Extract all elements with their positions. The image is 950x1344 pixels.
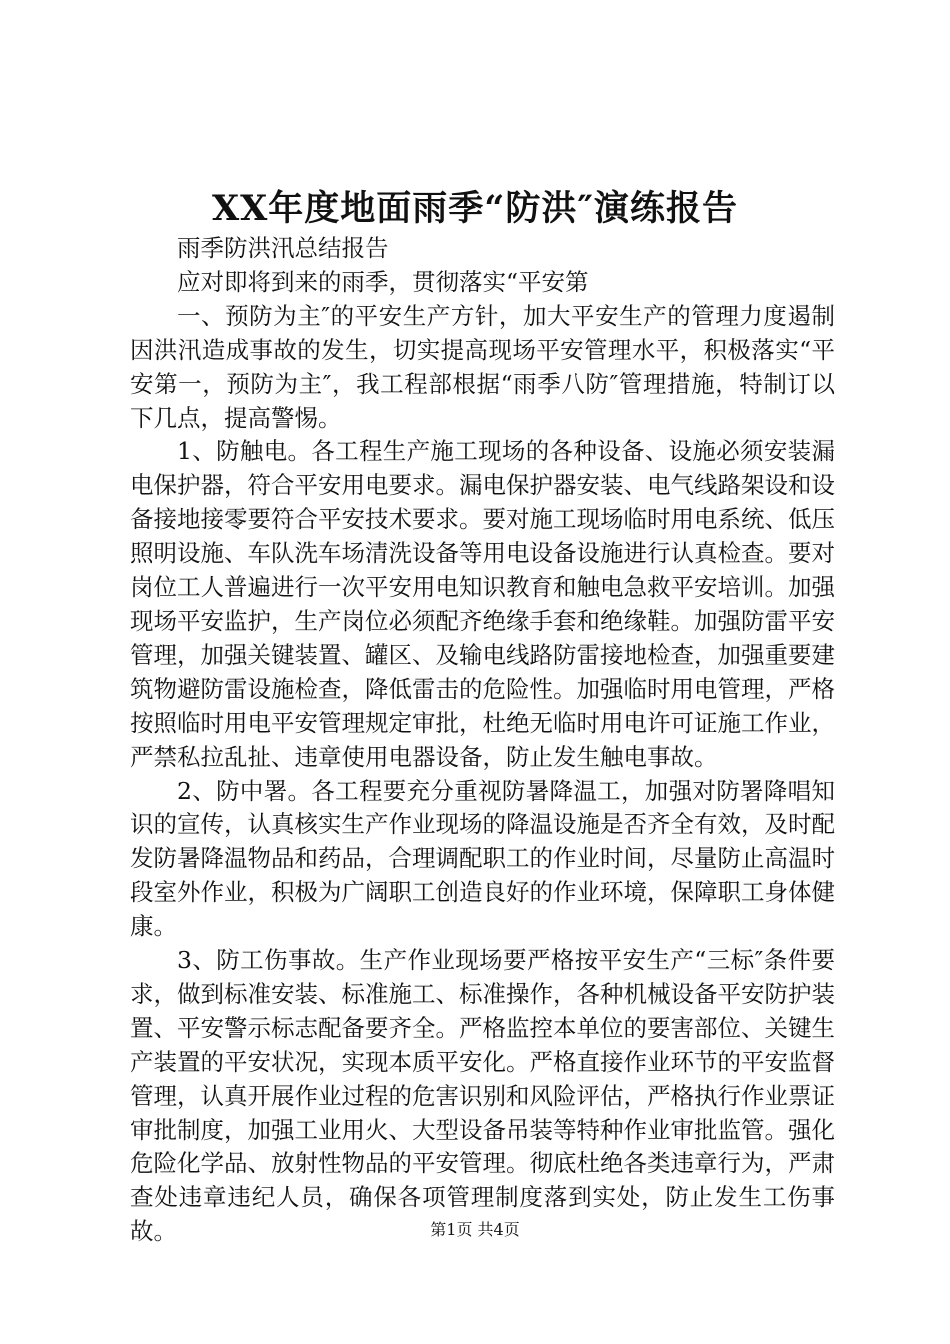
paragraph: 3、防工伤事故。生产作业现场要严格按平安生产“三标″条件要求，做到标准安装、标准施工、标准操作，各种机械设备平安防护装置、平安警示标志配备要齐全。严格监控本单位的要害部位、关键生产装置的平安状况，实现本质平安化。严格直接作业环节的平安监督管理，认真开展作业过程的危害识别和风险评估，严格执行作业票证审批制度，加强工业用火、大型设备吊装等特种作业审批监管。强化危险化学品、放射性物品的平安管理。彻底杜绝各类违章行为，严肃查处违章违纪人员，确保各项管理制度落到实处，防止发生工伤事故。 [130, 946, 835, 1246]
paragraph: 应对即将到来的雨季，贯彻落实“平安第 [177, 267, 589, 296]
page-footer: 第1页 共4页 [430, 1220, 520, 1239]
document-title: XX年度地面雨季“防洪″演练报告 [211, 188, 739, 229]
paragraph: 一、预防为主″的平安生产方针，加大平安生产的管理力度遏制因洪汛造成事故的发生，切实提高现场平安管理水平，积极落实“平安第一，预防为主″，我工程部根据“雨季八防″管理措施，特制订以下几点，提高警惕。 [130, 301, 835, 432]
paragraph: 2、防中署。各工程要充分重视防暑降温工，加强对防署降唱知识的宣传，认真核实生产作业现场的降温设施是否齐全有效，及时配发防暑降温物品和药品，合理调配职工的作业时间，尽量防止高温时段室外作业，积极为广阔职工创造良好的作业环境，保障职工身体健康。 [130, 776, 835, 941]
document-body [130, 232, 835, 1249]
paragraph: 雨季防洪汛总结报告 [177, 234, 389, 262]
paragraph: 1、防触电。各工程生产施工现场的各种设备、设施必须安装漏电保护器，符合平安用电要求。漏电保护器安装、电气线路架设和设备接地接零要符合平安技术要求。要对施工现场临时用电系统、低压照明设施、车队洗车场清洗设备等用电设备设施进行认真检查。要对岗位工人普遍进行一次平安用电知识教育和触电急救平安培训。加强现场平安监护，生产岗位必须配齐绝缘手套和绝缘鞋。加强防雷平安管理，加强关键装置、罐区、及输电线路防雷接地检查，加强重要建筑物避防雷设施检查，降低雷击的危险性。加强临时用电管理，严格按照临时用电平安管理规定审批，杜绝无临时用电许可证施工作业，严禁私拉乱扯、违章使用电器设备，防止发生触电事故。 [130, 437, 835, 771]
